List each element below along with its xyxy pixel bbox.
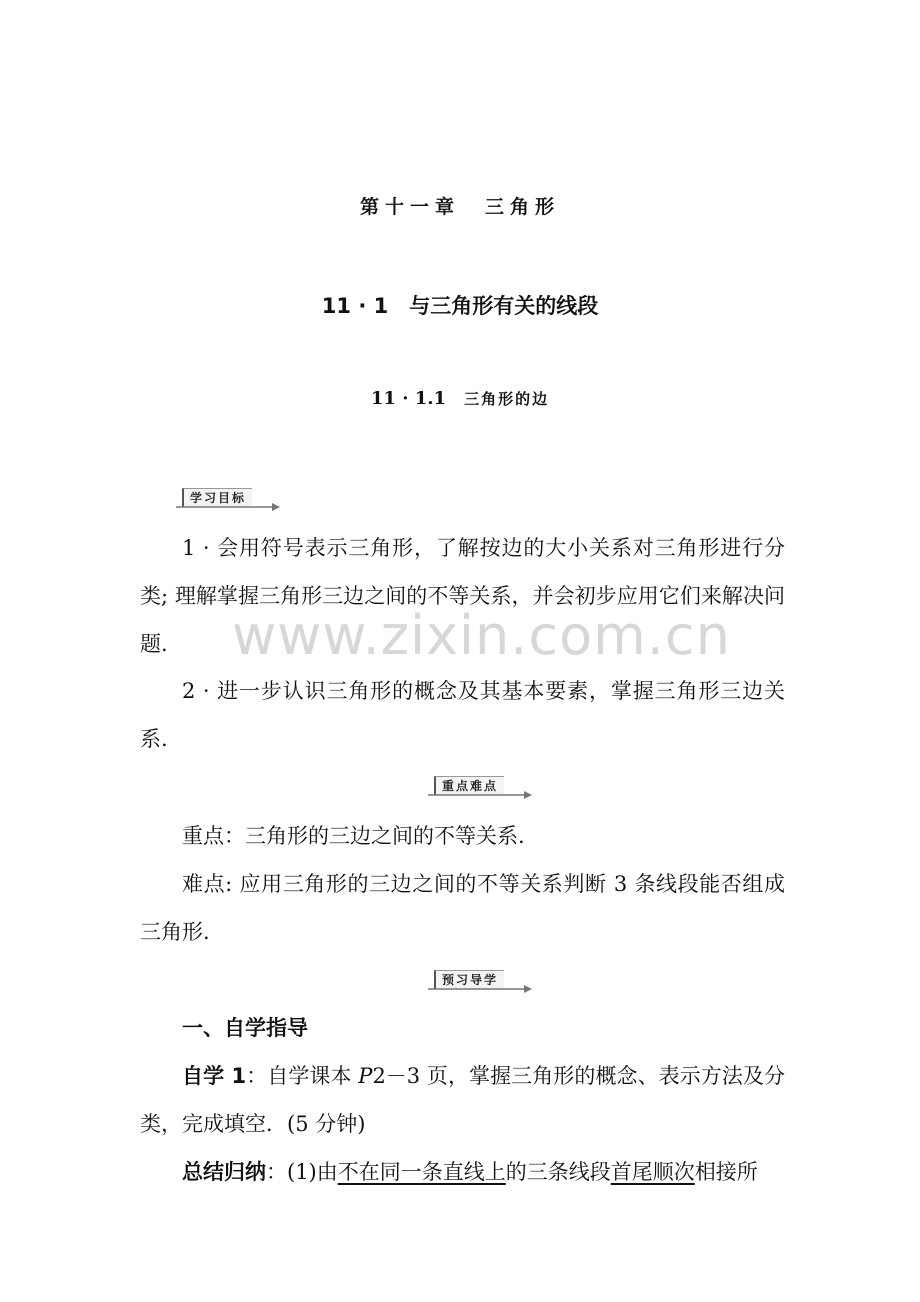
- watermark: www.zixin.com.cn: [232, 604, 731, 667]
- summary-pre: ：(1)由: [266, 1160, 338, 1184]
- subsection-name: 三角形的边: [464, 390, 550, 408]
- section-title: 11 · 1 与三角形有关的线段: [321, 294, 599, 318]
- self-study-post: 2－3 页，掌握三角形的概念、表示方法及分类，完成填空．(5 分钟): [140, 1064, 785, 1136]
- guide-heading: 一、自学指导: [182, 1016, 308, 1040]
- summary-post: 相接所: [694, 1160, 758, 1184]
- tag-arrow-icon: [428, 985, 532, 993]
- summary: [140, 1148, 785, 1196]
- keypoints-tag-label: 重点难点: [434, 776, 504, 795]
- summary-blank-2: 首尾顺次: [610, 1160, 695, 1184]
- preview-tag-label: 预习导学: [434, 970, 504, 989]
- chapter-title: 第十一章 三角形: [359, 196, 560, 218]
- goals-tag-label: 学习目标: [182, 488, 252, 507]
- summary-mid: 的三条线段: [505, 1160, 611, 1184]
- goals-tag: [176, 488, 258, 506]
- self-study-1: [140, 1052, 785, 1148]
- summary-label: 总结归纳: [182, 1160, 266, 1184]
- goal-item-2: 2 · 进一步认识三角形的概念及其基本要素，掌握三角形三边关系.: [140, 679, 785, 751]
- summary-blank-1: 不在同一条直线上: [337, 1160, 506, 1184]
- difficulty-point: 难点: 应用三角形的三边之间的不等关系判断 3 条线段能否组成三角形.: [140, 872, 785, 944]
- tag-arrow-icon: [176, 503, 280, 511]
- self-study-pre: ：自学课本: [246, 1064, 359, 1088]
- subsection-number: 11 · 1.1: [370, 388, 447, 409]
- subsection-title: [0, 388, 920, 409]
- page-ref: P: [358, 1064, 373, 1088]
- tag-arrow-icon: [428, 791, 532, 799]
- preview-tag: [428, 970, 510, 988]
- key-point: 重点：三角形的三边之间的不等关系.: [182, 824, 525, 848]
- self-study-label: 自学 1: [182, 1064, 247, 1088]
- goal-item-1: 1 · 会用符号表示三角形，了解按边的大小关系对三角形进行分类; 理解掌握三角形三边之间的不等关系，并会初步应用它们来解决问题.: [140, 536, 785, 656]
- keypoints-tag: [428, 776, 510, 794]
